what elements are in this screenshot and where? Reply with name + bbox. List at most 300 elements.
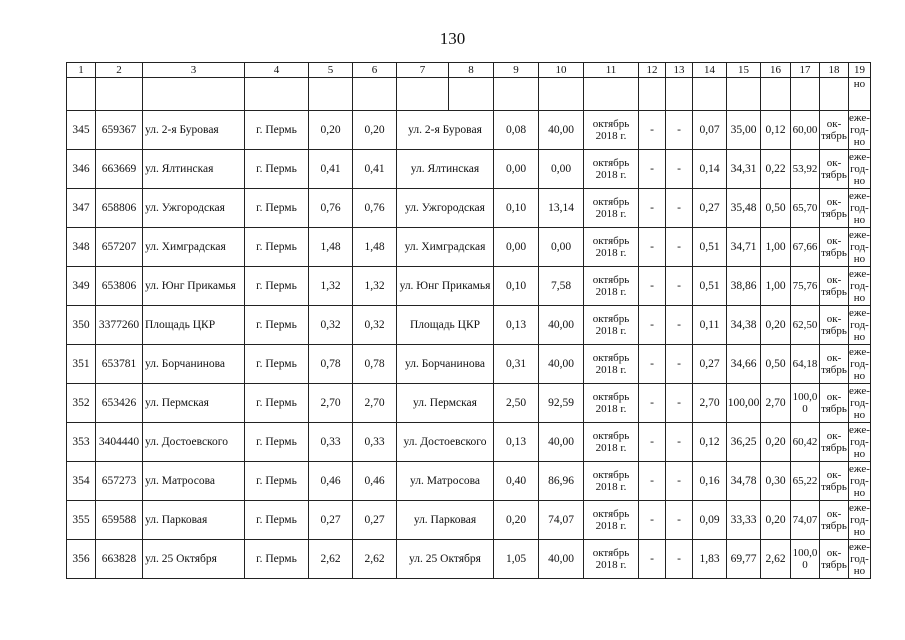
- table-row: [67, 501, 871, 540]
- value-col16-cell: 0,30: [761, 462, 791, 501]
- value-col15-cell: 34,71: [727, 228, 761, 267]
- value-col9-cell: 0,10: [494, 267, 539, 306]
- road-name-cell: ул. Ужгородская: [143, 189, 245, 228]
- row-number-cell: 353: [67, 423, 96, 462]
- month-cell: [820, 345, 849, 384]
- value-col5-cell: 0,46: [309, 462, 353, 501]
- date-cell-line: 2018 г.: [595, 442, 627, 454]
- value-col15-cell: 34,78: [727, 462, 761, 501]
- value-col17-cell: 65,70: [791, 189, 820, 228]
- row-number-cell: 354: [67, 462, 96, 501]
- value-col17-cell: 74,07: [791, 501, 820, 540]
- city-cell: г. Пермь: [245, 267, 309, 306]
- month-cell-line: ок-: [826, 547, 842, 559]
- table-row: [67, 228, 871, 267]
- value-col15-cell: 36,25: [727, 423, 761, 462]
- value-col10-cell: 0,00: [539, 150, 584, 189]
- month-cell-line: ок-: [826, 157, 842, 169]
- column-number: 16: [761, 63, 791, 78]
- month-cell-line: ок-: [826, 274, 842, 286]
- value-col15-cell: 100,00: [727, 384, 761, 423]
- city-cell: г. Пермь: [245, 540, 309, 579]
- column-number: 15: [727, 63, 761, 78]
- month-cell-line: тябрь: [821, 130, 847, 142]
- value-col5-cell: 0,76: [309, 189, 353, 228]
- section-name-cell: ул. 25 Октября: [397, 540, 494, 579]
- value-col12-cell: -: [639, 189, 666, 228]
- month-cell: [820, 540, 849, 579]
- value-col17-cell: [791, 540, 820, 579]
- road-name-cell: Площадь ЦКР: [143, 306, 245, 345]
- table-row: [67, 150, 871, 189]
- value-col10-cell: 0,00: [539, 228, 584, 267]
- date-cell-line: октябрь: [592, 157, 630, 169]
- carryover-row: [67, 78, 871, 111]
- value-col15-cell: 38,86: [727, 267, 761, 306]
- frequency-cell-line: но: [853, 292, 866, 304]
- month-cell-line: ок-: [826, 391, 842, 403]
- month-cell-line: тябрь: [821, 364, 847, 376]
- value-col5-cell: 0,33: [309, 423, 353, 462]
- value-col10-cell: 86,96: [539, 462, 584, 501]
- row-number-cell: 346: [67, 150, 96, 189]
- value-col10-cell: 92,59: [539, 384, 584, 423]
- value-col9-cell: 0,00: [494, 228, 539, 267]
- value-col6-cell: 0,27: [353, 501, 397, 540]
- city-cell: г. Пермь: [245, 501, 309, 540]
- month-cell: [820, 267, 849, 306]
- value-col9-cell: 2,50: [494, 384, 539, 423]
- city-cell: г. Пермь: [245, 462, 309, 501]
- city-cell: г. Пермь: [245, 423, 309, 462]
- row-number-cell: 345: [67, 111, 96, 150]
- date-cell-line: октябрь: [592, 391, 630, 403]
- date-cell-line: октябрь: [592, 118, 630, 130]
- column-number: 6: [353, 63, 397, 78]
- road-name-cell: ул. Борчанинова: [143, 345, 245, 384]
- date-cell: [584, 540, 639, 579]
- row-number-cell: 347: [67, 189, 96, 228]
- month-cell: [820, 111, 849, 150]
- date-cell-line: 2018 г.: [595, 403, 627, 415]
- value-col13-cell: -: [666, 150, 693, 189]
- value-col5-cell: 1,48: [309, 228, 353, 267]
- frequency-cell-line: год-: [850, 124, 869, 136]
- value-col6-cell: 0,76: [353, 189, 397, 228]
- value-col14-cell: 0,07: [693, 111, 727, 150]
- value-col17-cell: 75,76: [791, 267, 820, 306]
- column-number: 13: [666, 63, 693, 78]
- frequency-cell-line: еже-: [849, 424, 870, 436]
- value-col16-cell: 2,62: [761, 540, 791, 579]
- value-col17-cell: [791, 384, 820, 423]
- date-cell: [584, 189, 639, 228]
- month-cell: [820, 384, 849, 423]
- column-number: 18: [820, 63, 849, 78]
- road-id-cell: 653426: [96, 384, 143, 423]
- row-number-cell: 351: [67, 345, 96, 384]
- date-cell-line: 2018 г.: [595, 364, 627, 376]
- value-col13-cell: -: [666, 540, 693, 579]
- road-id-cell: 663669: [96, 150, 143, 189]
- road-register-table: [66, 62, 871, 579]
- frequency-cell-line: год-: [850, 163, 869, 175]
- value-col5-cell: 2,62: [309, 540, 353, 579]
- road-name-cell: ул. Достоевского: [143, 423, 245, 462]
- column-number: 8: [449, 63, 494, 78]
- month-cell-line: тябрь: [821, 481, 847, 493]
- month-cell-line: тябрь: [821, 442, 847, 454]
- value-col14-cell: 0,16: [693, 462, 727, 501]
- column-number: 14: [693, 63, 727, 78]
- section-name-cell: ул. Борчанинова: [397, 345, 494, 384]
- value-col12-cell: -: [639, 111, 666, 150]
- road-name-cell: ул. Парковая: [143, 501, 245, 540]
- frequency-cell: [849, 501, 871, 540]
- month-cell-line: тябрь: [821, 169, 847, 181]
- road-id-cell: 657273: [96, 462, 143, 501]
- frequency-cell: [849, 540, 871, 579]
- frequency-cell-line: еже-: [849, 502, 870, 514]
- column-number: 19: [849, 63, 871, 78]
- frequency-cell-line: год-: [850, 397, 869, 409]
- city-cell: г. Пермь: [245, 189, 309, 228]
- date-cell-line: 2018 г.: [595, 481, 627, 493]
- value-col13-cell: -: [666, 423, 693, 462]
- frequency-cell-line: но: [853, 214, 866, 226]
- value-col6-cell: 0,41: [353, 150, 397, 189]
- frequency-cell: [849, 384, 871, 423]
- road-name-cell: ул. Матросова: [143, 462, 245, 501]
- column-number: 1: [67, 63, 96, 78]
- table-row: [67, 306, 871, 345]
- city-cell: г. Пермь: [245, 111, 309, 150]
- month-cell-line: тябрь: [821, 247, 847, 259]
- month-cell-line: ок-: [826, 352, 842, 364]
- frequency-cell-line: но: [853, 370, 866, 382]
- value-col5-cell: 0,78: [309, 345, 353, 384]
- city-cell: г. Пермь: [245, 228, 309, 267]
- carryover-frequency-cell: но: [849, 78, 871, 111]
- row-number-cell: 355: [67, 501, 96, 540]
- section-name-cell: ул. Парковая: [397, 501, 494, 540]
- frequency-cell: [849, 228, 871, 267]
- table-row: [67, 189, 871, 228]
- month-cell-line: ок-: [826, 508, 842, 520]
- frequency-cell-line: но: [853, 487, 866, 499]
- column-number: 5: [309, 63, 353, 78]
- date-cell-line: 2018 г.: [595, 169, 627, 181]
- column-number: 3: [143, 63, 245, 78]
- value-col5-cell: 0,27: [309, 501, 353, 540]
- frequency-cell-line: год-: [850, 514, 869, 526]
- value-col12-cell: -: [639, 306, 666, 345]
- road-id-cell: 657207: [96, 228, 143, 267]
- value-col9-cell: 0,13: [494, 306, 539, 345]
- month-cell: [820, 306, 849, 345]
- value-col5-cell: 0,32: [309, 306, 353, 345]
- column-number: 10: [539, 63, 584, 78]
- city-cell: г. Пермь: [245, 150, 309, 189]
- date-cell: [584, 111, 639, 150]
- city-cell: г. Пермь: [245, 345, 309, 384]
- frequency-cell: [849, 306, 871, 345]
- value-col13-cell: -: [666, 384, 693, 423]
- value-col10-cell: 40,00: [539, 345, 584, 384]
- date-cell-line: 2018 г.: [595, 130, 627, 142]
- road-name-cell: ул. Химградская: [143, 228, 245, 267]
- value-col14-cell: 1,83: [693, 540, 727, 579]
- value-col16-cell: 0,20: [761, 423, 791, 462]
- frequency-cell-line: но: [853, 526, 866, 538]
- section-name-cell: ул. 2-я Буровая: [397, 111, 494, 150]
- value-col16-cell: 0,50: [761, 189, 791, 228]
- frequency-cell-line: еже-: [849, 190, 870, 202]
- value-col10-cell: 40,00: [539, 111, 584, 150]
- value-col14-cell: 0,09: [693, 501, 727, 540]
- value-col6-cell: 2,62: [353, 540, 397, 579]
- value-col17-cell: 67,66: [791, 228, 820, 267]
- value-col16-cell: 0,50: [761, 345, 791, 384]
- date-cell-line: 2018 г.: [595, 208, 627, 220]
- value-col5-cell: 1,32: [309, 267, 353, 306]
- value-col6-cell: 1,48: [353, 228, 397, 267]
- frequency-cell-line: еже-: [849, 541, 870, 553]
- value-col9-cell: 0,13: [494, 423, 539, 462]
- value-col16-cell: 0,20: [761, 306, 791, 345]
- section-name-cell: ул. Матросова: [397, 462, 494, 501]
- value-col16-cell: 0,12: [761, 111, 791, 150]
- row-number-cell: 348: [67, 228, 96, 267]
- date-cell-line: октябрь: [592, 469, 630, 481]
- value-col12-cell: -: [639, 423, 666, 462]
- frequency-cell: [849, 111, 871, 150]
- value-col13-cell: -: [666, 189, 693, 228]
- value-col13-cell: -: [666, 228, 693, 267]
- road-name-cell: ул. 25 Октября: [143, 540, 245, 579]
- column-number: 2: [96, 63, 143, 78]
- row-number-cell: 349: [67, 267, 96, 306]
- road-name-cell: ул. Пермская: [143, 384, 245, 423]
- value-col13-cell: -: [666, 267, 693, 306]
- value-col10-cell: 40,00: [539, 306, 584, 345]
- value-col17-cell: 53,92: [791, 150, 820, 189]
- road-name-cell: ул. 2-я Буровая: [143, 111, 245, 150]
- date-cell-line: октябрь: [592, 196, 630, 208]
- value-col12-cell: -: [639, 501, 666, 540]
- road-id-cell: 658806: [96, 189, 143, 228]
- row-number-cell: 352: [67, 384, 96, 423]
- frequency-cell-line: но: [853, 448, 866, 460]
- frequency-cell-line: но: [853, 175, 866, 187]
- value-col13-cell: -: [666, 306, 693, 345]
- value-col12-cell: -: [639, 228, 666, 267]
- month-cell-line: тябрь: [821, 286, 847, 298]
- frequency-cell: [849, 345, 871, 384]
- month-cell-line: ок-: [826, 118, 842, 130]
- road-name-cell: ул. Юнг Прикамья: [143, 267, 245, 306]
- road-id-cell: 653806: [96, 267, 143, 306]
- row-number-cell: 356: [67, 540, 96, 579]
- value-col12-cell: -: [639, 150, 666, 189]
- month-cell-line: тябрь: [821, 520, 847, 532]
- column-number: 4: [245, 63, 309, 78]
- value-col17-cell: 64,18: [791, 345, 820, 384]
- column-number: 17: [791, 63, 820, 78]
- value-col17-cell: 60,00: [791, 111, 820, 150]
- date-cell-line: 2018 г.: [595, 247, 627, 259]
- value-col17-cell-line: 0: [802, 559, 808, 571]
- month-cell-line: ок-: [826, 196, 842, 208]
- column-number: 7: [397, 63, 449, 78]
- section-name-cell: Площадь ЦКР: [397, 306, 494, 345]
- road-id-cell: 653781: [96, 345, 143, 384]
- month-cell-line: тябрь: [821, 559, 847, 571]
- frequency-cell: [849, 423, 871, 462]
- value-col15-cell: 35,00: [727, 111, 761, 150]
- frequency-cell: [849, 462, 871, 501]
- value-col17-cell-line: 100,0: [792, 391, 818, 403]
- value-col6-cell: 0,78: [353, 345, 397, 384]
- date-cell-line: октябрь: [592, 547, 630, 559]
- date-cell: [584, 423, 639, 462]
- road-id-cell: 659588: [96, 501, 143, 540]
- date-cell: [584, 267, 639, 306]
- value-col17-cell: 60,42: [791, 423, 820, 462]
- date-cell-line: октябрь: [592, 430, 630, 442]
- value-col17-cell: 65,22: [791, 462, 820, 501]
- date-cell-line: 2018 г.: [595, 325, 627, 337]
- value-col13-cell: -: [666, 462, 693, 501]
- month-cell-line: тябрь: [821, 208, 847, 220]
- value-col9-cell: 0,00: [494, 150, 539, 189]
- section-name-cell: ул. Пермская: [397, 384, 494, 423]
- value-col10-cell: 40,00: [539, 423, 584, 462]
- table-row: [67, 462, 871, 501]
- frequency-cell-line: еже-: [849, 307, 870, 319]
- date-cell-line: 2018 г.: [595, 286, 627, 298]
- frequency-cell-line: но: [853, 565, 866, 577]
- value-col9-cell: 1,05: [494, 540, 539, 579]
- frequency-cell-line: но: [853, 136, 866, 148]
- value-col14-cell: 2,70: [693, 384, 727, 423]
- table-row: [67, 423, 871, 462]
- month-cell-line: ок-: [826, 430, 842, 442]
- frequency-cell-line: год-: [850, 319, 869, 331]
- road-id-cell: 3404440: [96, 423, 143, 462]
- date-cell-line: октябрь: [592, 313, 630, 325]
- date-cell: [584, 306, 639, 345]
- frequency-cell-line: еже-: [849, 151, 870, 163]
- frequency-cell-line: еже-: [849, 229, 870, 241]
- month-cell: [820, 189, 849, 228]
- month-cell-line: ок-: [826, 235, 842, 247]
- value-col6-cell: 0,33: [353, 423, 397, 462]
- value-col12-cell: -: [639, 345, 666, 384]
- value-col9-cell: 0,08: [494, 111, 539, 150]
- section-name-cell: ул. Ужгородская: [397, 189, 494, 228]
- month-cell: [820, 462, 849, 501]
- value-col5-cell: 0,20: [309, 111, 353, 150]
- road-id-cell: 659367: [96, 111, 143, 150]
- value-col9-cell: 0,40: [494, 462, 539, 501]
- frequency-cell-line: еже-: [849, 463, 870, 475]
- section-name-cell: ул. Юнг Прикамья: [397, 267, 494, 306]
- value-col15-cell: 34,38: [727, 306, 761, 345]
- date-cell-line: 2018 г.: [595, 520, 627, 532]
- frequency-cell-line: год-: [850, 475, 869, 487]
- value-col6-cell: 1,32: [353, 267, 397, 306]
- frequency-cell-line: но: [853, 253, 866, 265]
- value-col16-cell: 0,22: [761, 150, 791, 189]
- frequency-cell-line: но: [853, 409, 866, 421]
- value-col13-cell: -: [666, 111, 693, 150]
- date-cell-line: 2018 г.: [595, 559, 627, 571]
- value-col14-cell: 0,51: [693, 267, 727, 306]
- value-col6-cell: 0,32: [353, 306, 397, 345]
- date-cell: [584, 228, 639, 267]
- frequency-cell-line: но: [853, 331, 866, 343]
- value-col9-cell: 0,31: [494, 345, 539, 384]
- month-cell: [820, 501, 849, 540]
- value-col10-cell: 40,00: [539, 540, 584, 579]
- value-col16-cell: 2,70: [761, 384, 791, 423]
- value-col10-cell: 74,07: [539, 501, 584, 540]
- value-col5-cell: 2,70: [309, 384, 353, 423]
- frequency-cell-line: год-: [850, 553, 869, 565]
- date-cell-line: октябрь: [592, 508, 630, 520]
- value-col14-cell: 0,27: [693, 189, 727, 228]
- date-cell: [584, 501, 639, 540]
- value-col14-cell: 0,14: [693, 150, 727, 189]
- value-col6-cell: 2,70: [353, 384, 397, 423]
- value-col14-cell: 0,27: [693, 345, 727, 384]
- column-number: 9: [494, 63, 539, 78]
- value-col10-cell: 13,14: [539, 189, 584, 228]
- value-col14-cell: 0,12: [693, 423, 727, 462]
- value-col6-cell: 0,20: [353, 111, 397, 150]
- section-name-cell: ул. Химградская: [397, 228, 494, 267]
- month-cell: [820, 423, 849, 462]
- column-number: 11: [584, 63, 639, 78]
- table-row: [67, 345, 871, 384]
- frequency-cell-line: еже-: [849, 112, 870, 124]
- frequency-cell: [849, 267, 871, 306]
- month-cell-line: тябрь: [821, 325, 847, 337]
- frequency-cell-line: еже-: [849, 385, 870, 397]
- month-cell-line: ок-: [826, 313, 842, 325]
- date-cell-line: октябрь: [592, 235, 630, 247]
- frequency-cell-line: год-: [850, 436, 869, 448]
- value-col15-cell: 34,31: [727, 150, 761, 189]
- frequency-cell: [849, 150, 871, 189]
- month-cell-line: тябрь: [821, 403, 847, 415]
- value-col9-cell: 0,20: [494, 501, 539, 540]
- table-row: [67, 111, 871, 150]
- road-id-cell: 663828: [96, 540, 143, 579]
- value-col17-cell-line: 100,0: [792, 547, 818, 559]
- road-id-cell: 3377260: [96, 306, 143, 345]
- value-col15-cell: 69,77: [727, 540, 761, 579]
- month-cell: [820, 150, 849, 189]
- column-number: 12: [639, 63, 666, 78]
- value-col16-cell: 1,00: [761, 228, 791, 267]
- frequency-cell-line: год-: [850, 202, 869, 214]
- frequency-cell-line: год-: [850, 358, 869, 370]
- city-cell: г. Пермь: [245, 384, 309, 423]
- value-col13-cell: -: [666, 345, 693, 384]
- row-number-cell: 350: [67, 306, 96, 345]
